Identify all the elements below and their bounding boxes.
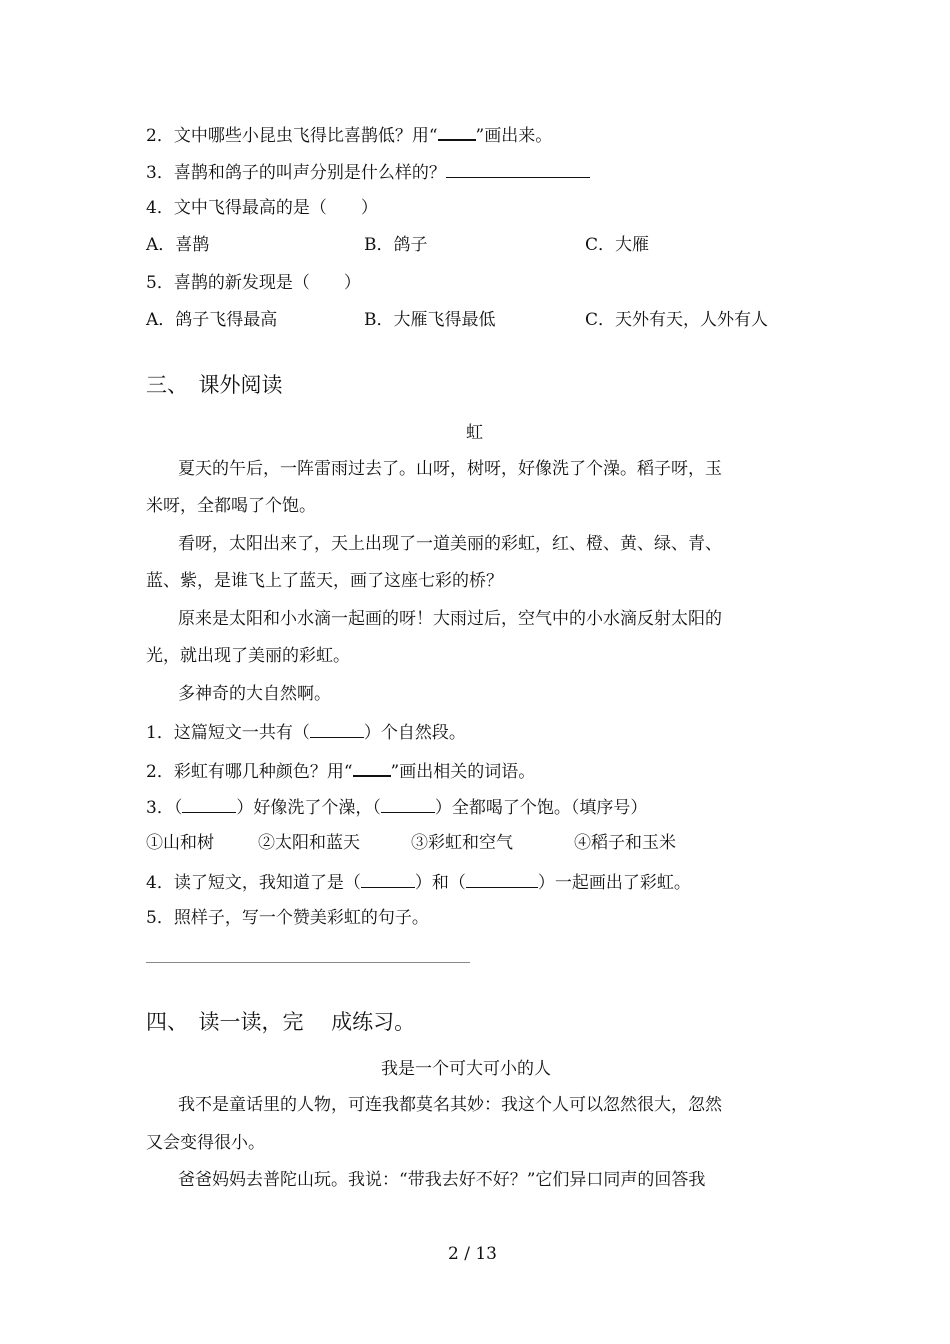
story-paragraph-1-line-2: 又会变得很小。 xyxy=(146,1133,265,1153)
rainbow-question-4: 4．读了短文，我知道了是（ ）和（ ）一起画出了彩虹。 xyxy=(146,869,691,895)
answer-blank[interactable] xyxy=(310,719,364,738)
question-4: 4．文中飞得最高的是（ ） xyxy=(146,198,378,218)
rainbow-question-3-option-2: ②太阳和蓝天 xyxy=(258,833,360,853)
question-3: 3．喜鹊和鸽子的叫声分别是什么样的？ xyxy=(146,159,590,185)
answer-blank[interactable] xyxy=(361,869,415,888)
question-4-option-b: B．鸽子 xyxy=(364,235,428,255)
paragraph-2-line-1: 看呀，太阳出来了，天上出现了一道美丽的彩虹，红、橙、黄、绿、青、 xyxy=(178,534,722,554)
question-4-option-a: A．喜鹊 xyxy=(146,235,210,255)
rainbow-question-3: 3．（ ）好像洗了个澡，（ ）全都喝了个饱。（填序号） xyxy=(146,794,647,820)
section-3-heading: 三、 课外阅读 xyxy=(146,373,283,397)
paragraph-3-line-2: 光，就出现了美丽的彩虹。 xyxy=(146,646,350,666)
rainbow-question-3-option-3: ③彩虹和空气 xyxy=(411,833,513,853)
question-5-option-c: C．天外有天，人外有人 xyxy=(585,310,769,330)
question-2: 2．文中哪些小昆虫飞得比喜鹊低？用“ ”画出来。 xyxy=(146,121,552,148)
answer-blank[interactable] xyxy=(466,869,538,888)
passage-title-rainbow: 虹 xyxy=(466,423,483,443)
story-paragraph-2-line-1: 爸爸妈妈去普陀山玩。我说：“带我去好不好？”它们异口同声的回答我 xyxy=(178,1170,706,1190)
paragraph-2-line-2: 蓝、紫，是谁飞上了蓝天，画了这座七彩的桥？ xyxy=(146,571,503,591)
underline-sample xyxy=(353,757,391,777)
question-5: 5．喜鹊的新发现是（ ） xyxy=(146,273,361,293)
question-5-option-b: B．大雁飞得最低 xyxy=(364,310,496,330)
answer-blank[interactable] xyxy=(381,794,435,813)
rainbow-question-3-option-1: ①山和树 xyxy=(146,833,214,853)
story-paragraph-1-line-1: 我不是童话里的人物，可连我都莫名其妙：我这个人可以忽然很大，忽然 xyxy=(178,1095,722,1115)
rainbow-question-2: 2．彩虹有哪几种颜色？用“ ”画出相关的词语。 xyxy=(146,757,535,784)
question-4-option-c: C．大雁 xyxy=(585,235,650,255)
rainbow-question-5: 5．照样子，写一个赞美彩虹的句子。 xyxy=(146,908,429,928)
answer-blank[interactable] xyxy=(182,794,236,813)
answer-blank[interactable] xyxy=(446,159,590,178)
rainbow-question-1: 1．这篇短文一共有（ ）个自然段。 xyxy=(146,719,466,745)
page-number: 2 / 13 xyxy=(448,1244,497,1264)
underline-sample xyxy=(438,121,476,141)
answer-line[interactable] xyxy=(146,962,470,963)
passage-title-story: 我是一个可大可小的人 xyxy=(381,1059,551,1079)
paragraph-1-line-1: 夏天的午后，一阵雷雨过去了。山呀，树呀，好像洗了个澡。稻子呀，玉 xyxy=(178,459,722,479)
paragraph-3-line-1: 原来是太阳和小水滴一起画的呀！大雨过后，空气中的小水滴反射太阳的 xyxy=(178,609,722,629)
section-4-heading: 四、 读一读，完 成练习。 xyxy=(146,1010,416,1034)
paragraph-4: 多神奇的大自然啊。 xyxy=(178,684,331,704)
rainbow-question-3-option-4: ④稻子和玉米 xyxy=(574,833,676,853)
question-5-option-a: A．鸽子飞得最高 xyxy=(146,310,278,330)
paragraph-1-line-2: 米呀，全都喝了个饱。 xyxy=(146,496,316,516)
